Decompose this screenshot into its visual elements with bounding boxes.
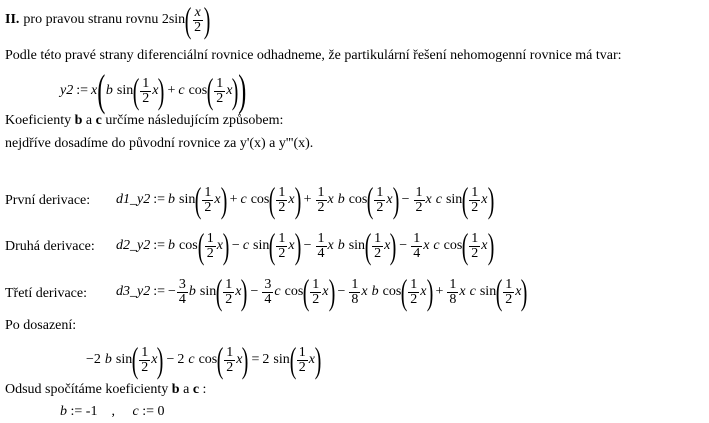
substitution-line: nejdříve dosadíme do původní rovnice za y'(x) a y'''(x). [5,136,314,151]
fraction-half: $\frac{1}{2}$ [142,75,150,106]
po-dosazeni-label: Po dosazení: [5,318,77,333]
second-derivative-formula: d2_y2 := b cos ( $\frac{1}{2}$ x ) − c sin ( $\frac{1}{2}$ x ) − $\frac{1}{4}$ x b sin ( $\frac{1}{2}$ x ) − $\frac{1}{4}$ x c cos ( $\frac{1}{2}$ x ) [116,226,494,266]
odsud-line: Odsud spočítáme koeficienty b a c : [5,382,207,397]
third-derivative-label: Třetí derivace: [5,286,88,301]
first-derivative-label: První derivace: [5,193,91,208]
section-text: pro pravou stranu rovnu 2sin [23,12,186,27]
fraction-x-over-2: $\frac{x}{2}$ [194,4,202,35]
section-heading: II. pro pravou stranu rovnu 2sin ( $\frac{x}{2}$ ) [5,0,211,40]
third-derivative-formula: d3_y2 := − $\frac{3}{4}$ b sin ( $\frac{1}{2}$ x ) − $\frac{3}{4}$ c cos ( $\frac{1}{2}$ x ) − $\frac{1}{8}$ x b cos ( $\frac{1}{2}$ x ) + $\frac{1}{8}$ x c sin ( $\frac{1}{2}$ x ) [116,272,528,312]
fraction-half: $\frac{1}{2}$ [216,75,224,106]
intro-text: Podle této pravé strany diferenciální rovnice odhadneme, že partikulární řešení nehomogenní rovnice má tvar: [5,48,622,63]
first-derivative-formula: d1_y2 := b sin ( $\frac{1}{2}$ x ) + c cos ( $\frac{1}{2}$ x ) + $\frac{1}{2}$ x b cos ( $\frac{1}{2}$ x ) − $\frac{1}{2}$ x c sin ( $\frac{1}{2}$ x ) [116,180,494,220]
coefficient-results: b := -1 , c := 0 [60,404,165,419]
section-number: II. [5,12,20,27]
second-derivative-label: Druhá derivace: [5,239,95,254]
particular-solution-formula: y2 := x ( b sin ( $\frac{1}{2}$ x ) + c cos ( $\frac{1}{2}$ x ) ) [60,66,247,115]
substituted-equation: −2 b sin ( $\frac{1}{2}$ x ) − 2 c cos ( $\frac{1}{2}$ x ) = 2 sin ( $\frac{1}{2}$ x ) [86,340,322,380]
coefficients-line: Koeficienty b a c určíme následujícím způsobem: [5,113,284,128]
